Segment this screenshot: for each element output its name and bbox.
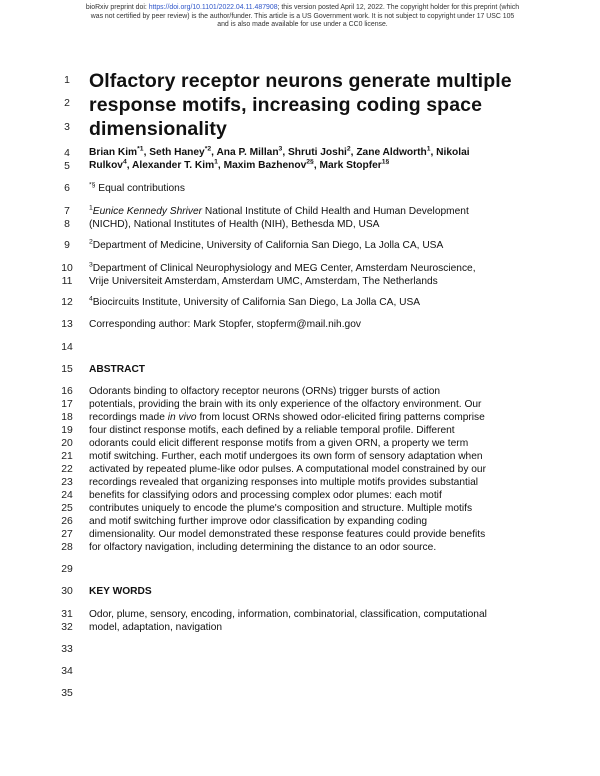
line-number: 16 <box>61 386 73 397</box>
line-number: 13 <box>61 319 73 330</box>
line-number: 18 <box>61 412 73 423</box>
keywords-heading: KEY WORDS <box>89 586 152 597</box>
author-separator: , <box>430 147 437 158</box>
line-number: 7 <box>64 206 70 217</box>
affiliation-sup: 2 <box>89 238 93 246</box>
line-number: 9 <box>64 240 70 251</box>
affiliation-text: Department of Clinical Neurophysiology and MEG Center, Amsterdam Neuroscience, <box>92 263 476 274</box>
author-separator: , <box>143 147 150 158</box>
author-affiliation-sup: 4 <box>122 158 127 166</box>
abstract-line: for olfactory navigation, including determining the distance to an odor source. <box>89 542 437 553</box>
author-affiliation-sup: *1 <box>137 145 144 153</box>
line-number: 2 <box>64 98 70 109</box>
line-number: 24 <box>61 490 73 501</box>
line-number: 6 <box>64 183 70 194</box>
author-name-part: Nikolai <box>436 147 470 158</box>
author-name: Zane Aldworth <box>356 147 427 158</box>
author-affiliation-sup: *2 <box>204 145 212 153</box>
equal-contributions-note <box>89 183 185 194</box>
line-number: 14 <box>61 342 73 353</box>
author-separator: , <box>313 160 320 171</box>
abstract-line: contributes uniquely to encode the plume's composition and structure. Multiple motifs <box>89 503 473 514</box>
header-line2: was not certified by peer review) is the author/funder. This article is a US Government work. It is not subject to copyright under 17 USC 105 <box>90 12 515 20</box>
author-separator: , <box>211 147 217 158</box>
affiliation-text: National Institute of Child Health and Human Development <box>202 206 469 217</box>
line-number: 35 <box>61 688 73 699</box>
header-prefix: bioRxiv preprint doi: <box>85 4 149 11</box>
line-number: 32 <box>61 622 73 633</box>
line-number: 8 <box>64 219 70 230</box>
line-number: 3 <box>64 122 70 133</box>
line-number: 20 <box>61 438 73 449</box>
keywords-line: Odor, plume, sensory, encoding, information, combinatorial, classification, computational <box>89 609 487 620</box>
abstract-text: from locust ORNs showed odor-elicited firing patterns comprise <box>196 412 485 423</box>
line-number: 23 <box>61 477 73 488</box>
author-name: Alexander T. Kim <box>132 160 215 171</box>
abstract-line: benefits for classifying odors and processing complex odor plumes: each motif <box>89 490 442 501</box>
author-name-part: Rulkov <box>89 160 123 171</box>
line-number: 5 <box>64 161 70 172</box>
line-number: 10 <box>61 263 73 274</box>
line-number: 19 <box>61 425 73 436</box>
abstract-italic: in vivo <box>167 412 197 423</box>
affiliation-sup: 3 <box>89 261 93 269</box>
line-number: 34 <box>61 666 73 677</box>
line-number: 1 <box>64 75 70 86</box>
abstract-line: activated by repeated plume-like odor pulses. A computational model constrained by our <box>89 464 486 475</box>
corresponding-author: Corresponding author: Mark Stopfer, stopferm@mail.nih.gov <box>89 319 361 330</box>
line-number: 22 <box>61 464 73 475</box>
author-name: Brian Kim <box>89 147 138 158</box>
equal-contrib-sup: *§ <box>89 181 96 189</box>
affiliation-text: Department of Medicine, University of California San Diego, La Jolla CA, USA <box>92 240 444 251</box>
line-number: 26 <box>61 516 73 527</box>
line-number: 25 <box>61 503 73 514</box>
abstract-line: potentials, providing the brain with its only experience of the olfactory environment. Our <box>89 399 482 410</box>
line-number: 33 <box>61 644 73 655</box>
author-separator: , <box>126 160 133 171</box>
affiliation-3 <box>89 263 476 274</box>
line-number: 21 <box>61 451 73 462</box>
paper-title-line: Olfactory receptor neurons generate multiple <box>89 70 512 92</box>
line-number: 31 <box>61 609 73 620</box>
header-line1: ; this version posted April 12, 2022. The copyright holder for this preprint (which <box>277 4 520 11</box>
line-number: 29 <box>61 564 73 575</box>
keywords-line: model, adaptation, navigation <box>89 622 223 633</box>
author-name: Maxim Bazhenov <box>223 160 307 171</box>
affiliation-3-line2: Vrije Universiteit Amsterdam, Amsterdam UMC, Amsterdam, The Netherlands <box>89 276 438 287</box>
paper-title-line: dimensionality <box>89 118 227 140</box>
abstract-line <box>89 412 485 423</box>
line-number: 30 <box>61 586 73 597</box>
abstract-text: recordings made <box>89 412 168 423</box>
author-separator: , <box>282 147 288 158</box>
author-affiliation-sup: 2 <box>346 145 351 153</box>
paper-title-line: response motifs, increasing coding space <box>89 94 483 116</box>
line-number: 4 <box>64 148 70 159</box>
header-line3: and is also made available for use under a CC0 license. <box>217 21 388 29</box>
affiliation-text: Biocircuits Institute, University of California San Diego, La Jolla CA, USA <box>92 297 421 308</box>
author-separator: , <box>350 147 357 158</box>
author-affiliation-sup: 1§ <box>381 158 390 166</box>
line-number: 12 <box>61 297 73 308</box>
abstract-line: four distinct response motifs, each defined by a reliable temporal profile. Different <box>89 425 455 436</box>
author-affiliation-sup: 1 <box>214 158 218 166</box>
author-list-line2 <box>89 160 389 171</box>
affiliation-sup: 4 <box>89 295 93 303</box>
author-separator: , <box>217 160 224 171</box>
author-name: Mark Stopfer <box>319 160 382 171</box>
abstract-line: odorants could elicit different response motifs from a given ORN, a property we term <box>89 438 469 449</box>
affiliation-1 <box>89 206 469 217</box>
line-number: 28 <box>61 542 73 553</box>
line-number: 11 <box>61 276 73 287</box>
author-list-line1 <box>89 147 470 158</box>
abstract-line: recordings revealed that organizing responses into multiple motifs provides substantial <box>89 477 479 488</box>
equal-contrib-text: Equal contributions <box>95 183 185 194</box>
affiliation-4 <box>89 297 420 308</box>
author-name: Shruti Joshi <box>288 147 347 158</box>
affiliation-1-line2: (NICHD), National Institutes of Health (NIH), Bethesda MD, USA <box>89 219 380 230</box>
abstract-line: and motif switching further improve odor classification by expanding coding <box>89 516 428 527</box>
author-affiliation-sup: 1 <box>426 145 431 153</box>
author-affiliation-sup: 3 <box>278 145 283 153</box>
affiliation-italic: Eunice Kennedy Shriver <box>92 206 203 217</box>
author-name: Ana P. Millan <box>216 147 279 158</box>
abstract-line: Odorants binding to olfactory receptor neurons (ORNs) trigger bursts of action <box>89 386 441 397</box>
abstract-line: motif switching. Further, each motif undergoes its own form of sensory adaptation when <box>89 451 483 462</box>
preprint-header <box>30 4 575 30</box>
affiliation-2 <box>89 240 443 251</box>
affiliation-sup: 1 <box>89 204 93 212</box>
abstract-line: dimensionality. Our model demonstrated these response features could provide benefits <box>89 529 486 540</box>
line-number: 17 <box>61 399 73 410</box>
line-number: 27 <box>61 529 73 540</box>
author-name: Seth Haney <box>149 147 205 158</box>
abstract-heading: ABSTRACT <box>89 364 146 375</box>
line-number: 15 <box>61 364 73 375</box>
author-affiliation-sup: 2§ <box>306 158 314 166</box>
doi-link[interactable]: https://doi.org/10.1101/2022.04.11.487908 <box>148 4 278 11</box>
